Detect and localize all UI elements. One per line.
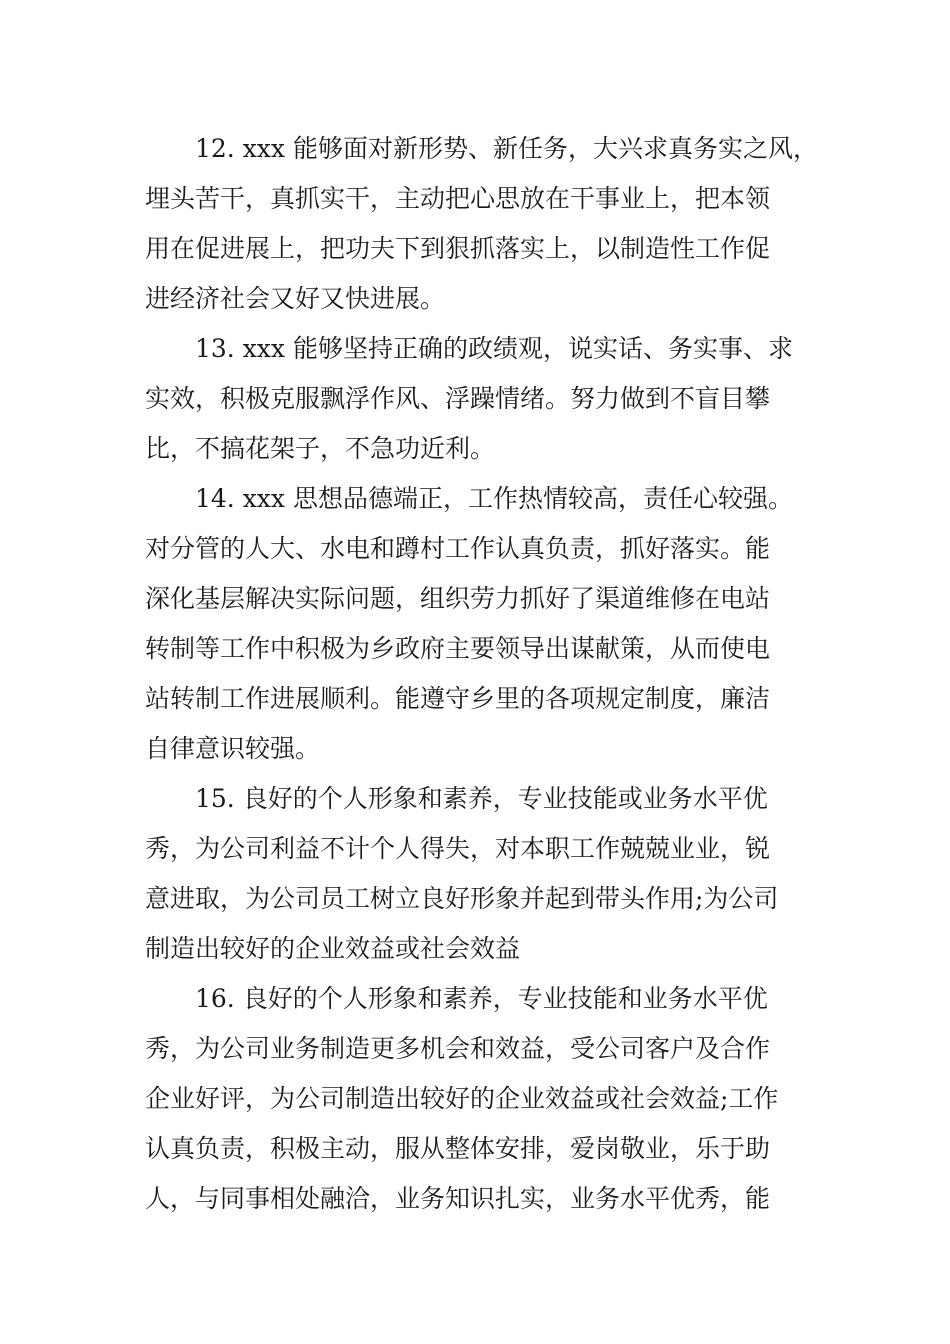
paragraph-12-line-3: 用在促进展上，把功夫下到狠抓落实上，以制造性工作促 xyxy=(145,234,771,263)
paragraph-14-line-4: 转制等工作中积极为乡政府主要领导出谋献策，从而使电 xyxy=(145,634,771,663)
paragraph-16-line-1: 16. 良好的个人形象和素养，专业技能和业务水平优 xyxy=(195,984,768,1013)
paragraph-13-line-2: 实效，积极克服飘浮作风、浮躁情绪。努力做到不盲目攀 xyxy=(145,384,771,413)
paragraph-14-line-6: 自律意识较强。 xyxy=(145,734,321,763)
paragraph-16-line-5: 人，与同事相处融洽，业务知识扎实，业务水平优秀，能 xyxy=(145,1184,771,1213)
paragraph-14-line-3: 深化基层解决实际问题，组织劳力抓好了渠道维修在电站 xyxy=(145,584,771,613)
paragraph-15-line-4: 制造出较好的企业效益或社会效益 xyxy=(145,934,521,963)
paragraph-12-line-4: 进经济社会又好又快进展。 xyxy=(145,284,446,313)
paragraph-14-line-2: 对分管的人大、水电和蹲村工作认真负责，抓好落实。能 xyxy=(145,534,771,563)
paragraph-15-line-3: 意进取，为公司员工树立良好形象并起到带头作用;为公司 xyxy=(145,884,779,913)
paragraph-13-line-3: 比，不搞花架子，不急功近利。 xyxy=(145,434,496,463)
paragraph-13-line-1: 13. xxx 能够坚持正确的政绩观，说实话、务实事、求 xyxy=(195,334,793,363)
paragraph-12-line-2: 埋头苦干，真抓实干，主动把心思放在干事业上，把本领 xyxy=(145,184,771,213)
paragraph-15-line-1: 15. 良好的个人形象和素养，专业技能或业务水平优 xyxy=(195,784,768,813)
paragraph-16-line-2: 秀，为公司业务制造更多机会和效益，受公司客户及合作 xyxy=(145,1034,771,1063)
paragraph-12-line-1: 12. xxx 能够面对新形势、新任务，大兴求真务实之风， xyxy=(195,134,818,163)
paragraph-15-line-2: 秀，为公司利益不计个人得失，对本职工作兢兢业业，锐 xyxy=(145,834,771,863)
paragraph-16-line-4: 认真负责，积极主动，服从整体安排，爱岗敬业，乐于助 xyxy=(145,1134,771,1163)
paragraph-16-line-3: 企业好评，为公司制造出较好的企业效益或社会效益;工作 xyxy=(145,1084,779,1113)
paragraph-14-line-1: 14. xxx 思想品德端正，工作热情较高，责任心较强。 xyxy=(195,484,793,513)
paragraph-14-line-5: 站转制工作进展顺利。能遵守乡里的各项规定制度，廉洁 xyxy=(145,684,771,713)
